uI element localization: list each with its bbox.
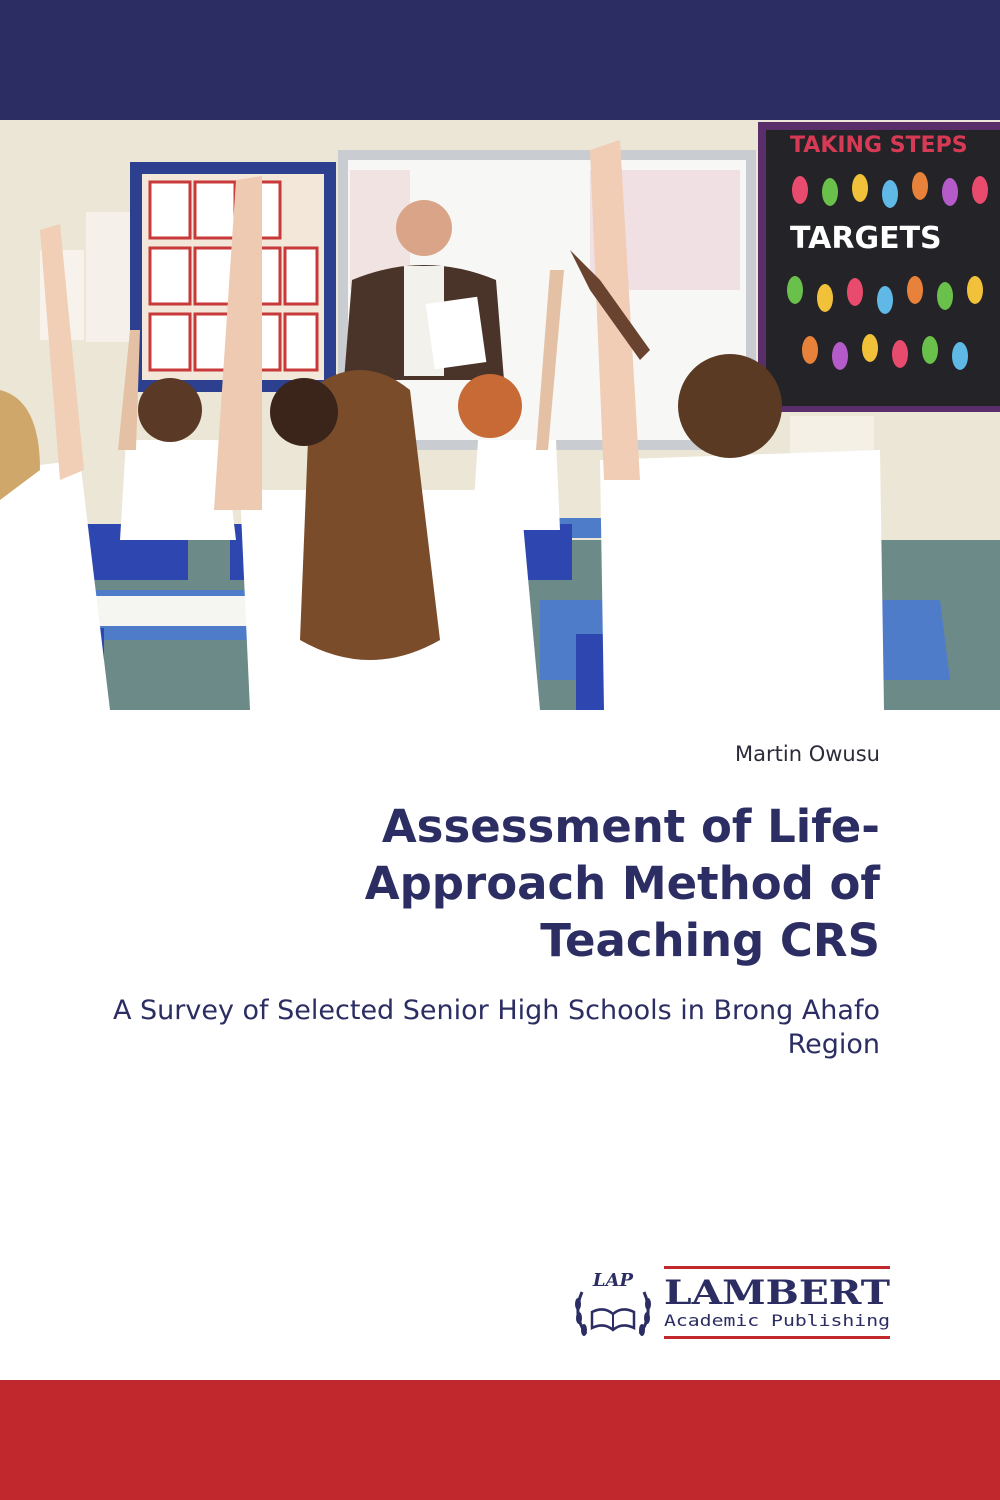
publisher-tagline: Academic Publishing xyxy=(664,1311,890,1330)
bottom-color-band xyxy=(0,1380,1000,1500)
emblem-letters: LAP xyxy=(592,1270,634,1291)
classroom-photo xyxy=(0,120,1000,710)
board-heading-taking-steps: TAKING STEPS xyxy=(790,133,968,158)
laurel-book-icon xyxy=(575,1292,651,1336)
book-subtitle: A Survey of Selected Senior High Schools in Brong Ahafo Region xyxy=(112,995,880,1060)
publisher-name: LAMBERT xyxy=(664,1273,890,1313)
publisher-logo xyxy=(568,1262,894,1346)
top-color-band xyxy=(0,0,1000,120)
board-heading-targets: TARGETS xyxy=(790,221,942,256)
book-title: Assessment of Life-Approach Method of Teaching CRS xyxy=(364,800,880,967)
author-name: Martin Owusu xyxy=(735,742,880,766)
